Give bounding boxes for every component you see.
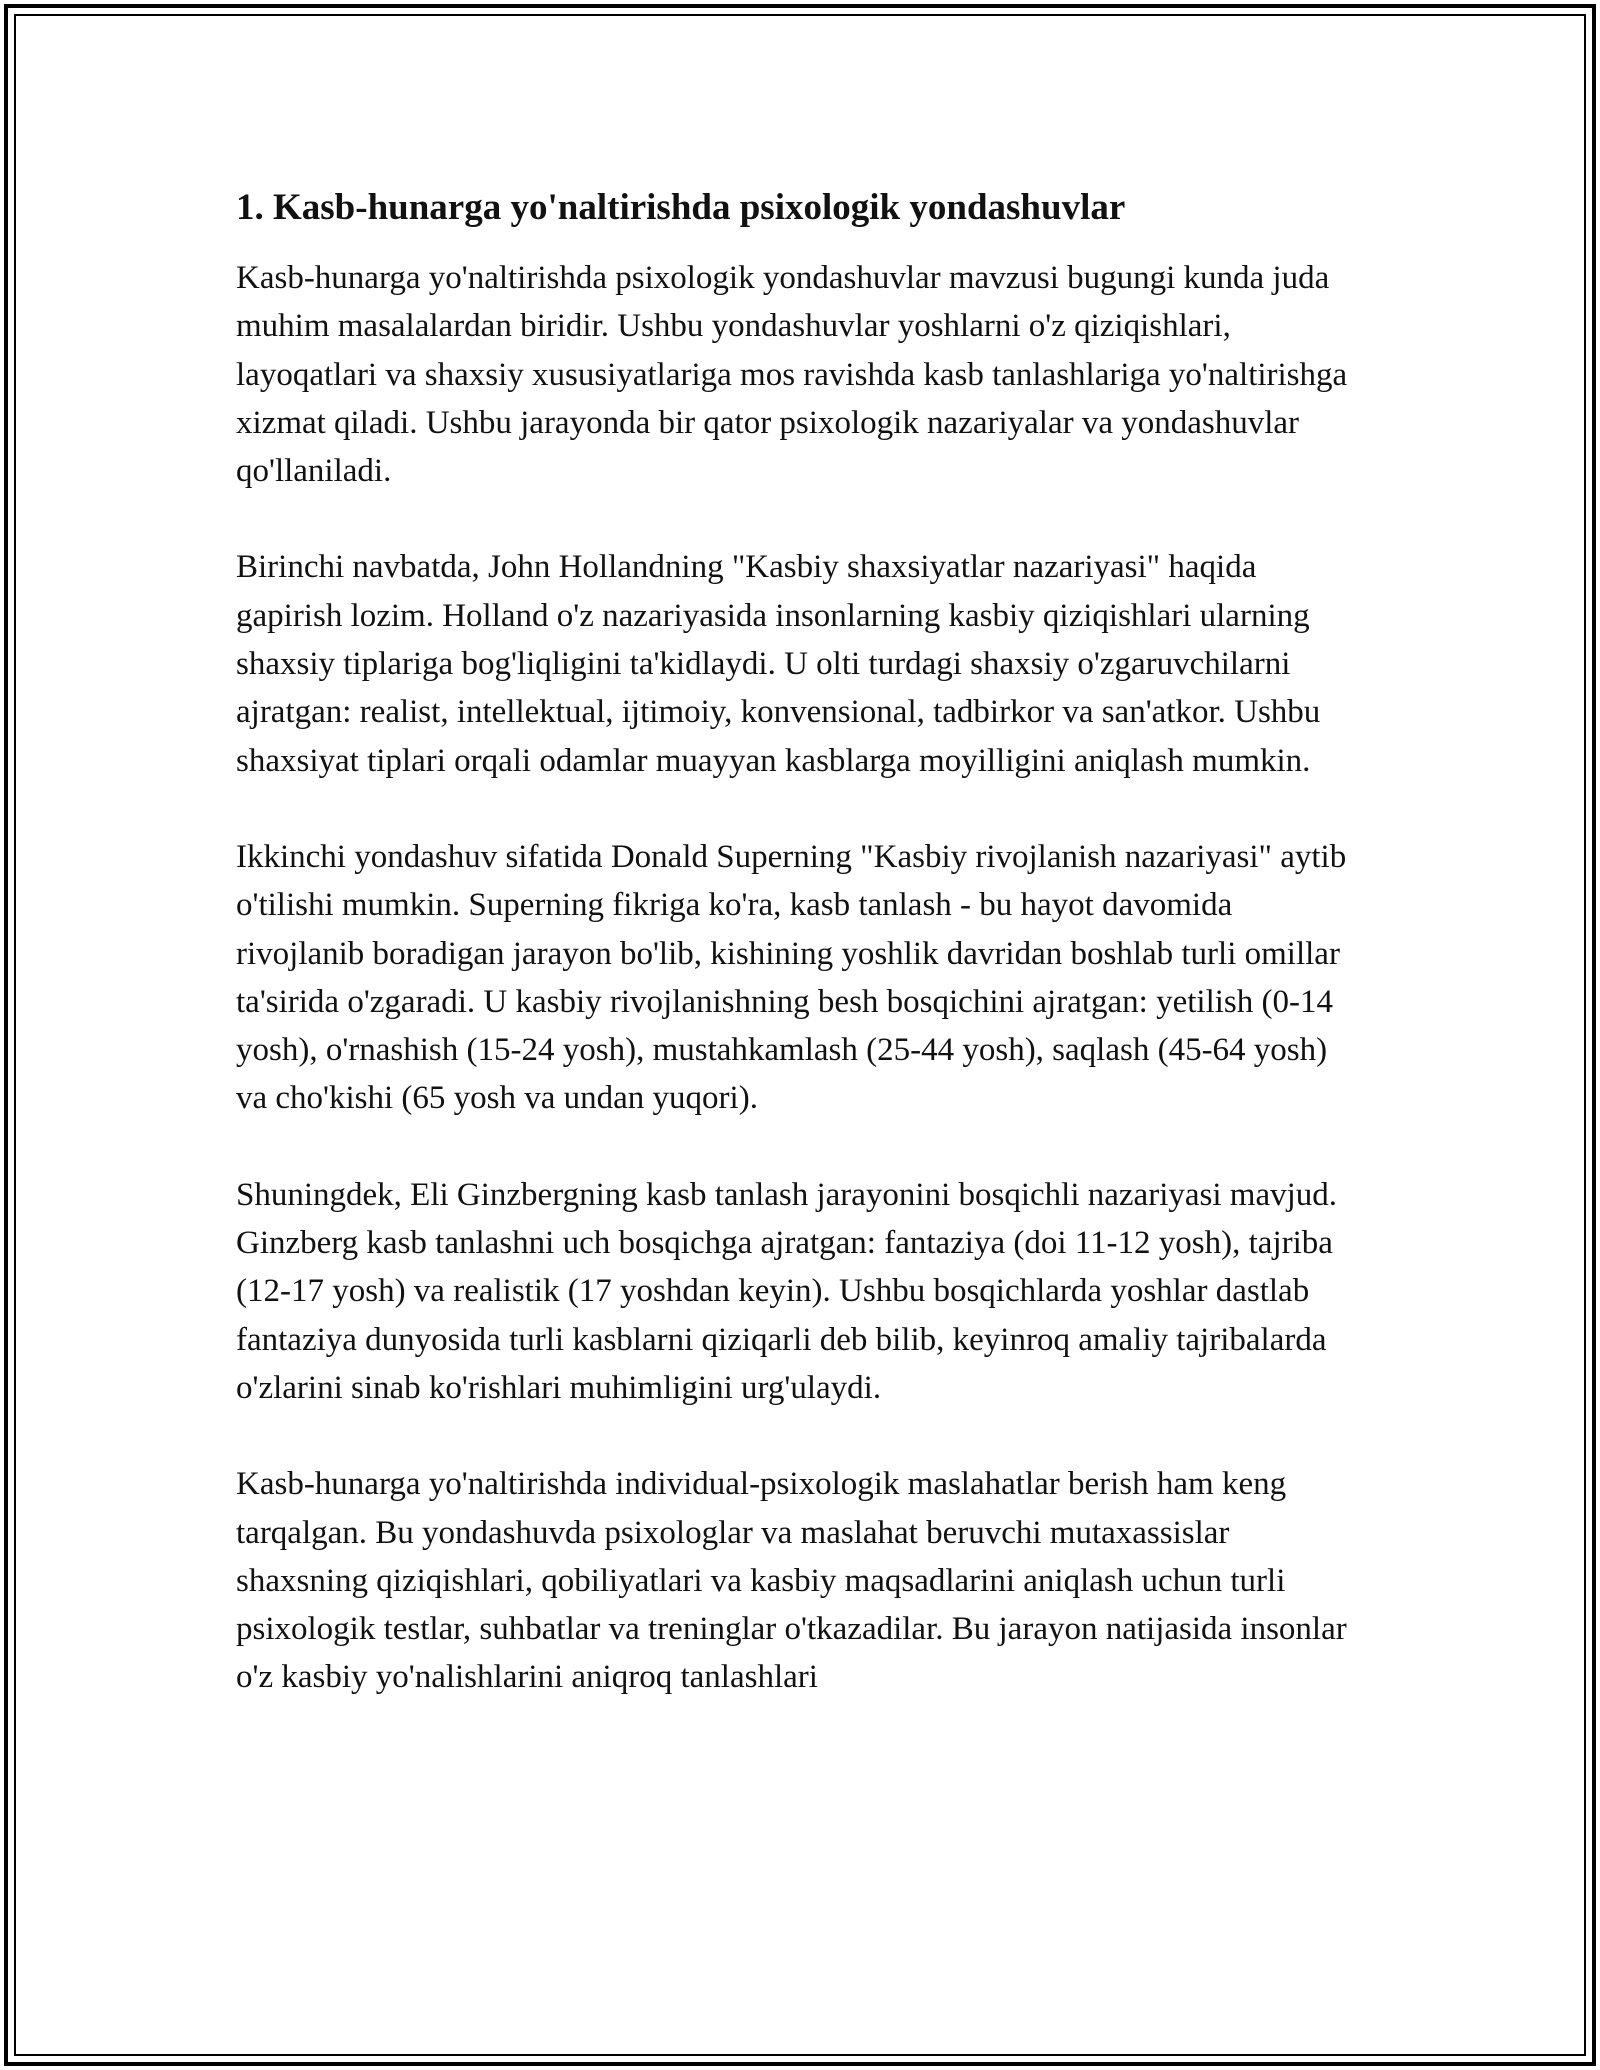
document-body	[236, 184, 1366, 1750]
paragraph-holland: Birinchi navbatda, John Hollandning "Kasbiy shaxsiyatlar nazariyasi" haqida gapirish lozim. Holland o'z nazariyasida insonlarning kasbiy qiziqishlari ularning shaxsiy tiplariga bog'liqligini ta'kidlaydi. U olti turdagi shaxsiy o'zgaruvchilarni ajratgan: realist, intellektual, ijtimoiy, konvensional, tadbirkor va san'atkor. Ushbu shaxsiyat tiplari orqali odamlar muayyan kasblarga moyilligini aniqlash mumkin.	[236, 549, 1321, 779]
paragraph-intro: Kasb-hunarga yo'naltirishda psixologik yondashuvlar mavzusi bugungi kunda juda muhim masalalardan biridir. Ushbu yondashuvlar yoshlarni o'z qiziqishlari, layoqatlari va shaxsiy xususiyatlariga mos ravishda kasb tanlashlariga yo'naltirishga xizmat qiladi. Ushbu jarayonda bir qator psixologik nazariyalar va yondashuvlar qo'llaniladi.	[236, 260, 1348, 490]
document-title: 1. Kasb-hunarga yo'naltirishda psixologik yondashuvlar	[236, 187, 1126, 228]
paragraph-individual-counseling: Kasb-hunarga yo'naltirishda individual-psixologik maslahatlar berish ham keng tarqalgan. Bu yondashuvda psixologlar va maslahat beruvchi mutaxassislar shaxsning qiziqishlari, qobiliyatlari va kasbiy maqsadlarini aniqlash uchun turli psixologik testlar, suhbatlar va treninglar o'tkazadilar. Bu jarayon natijasida insonlar o'z kasbiy yo'nalishlarini aniqroq tanlashlari	[236, 1466, 1347, 1696]
paragraph-super: Ikkinchi yondashuv sifatida Donald Superning "Kasbiy rivojlanish nazariyasi" aytib o'tilishi mumkin. Superning fikriga ko'ra, kasb tanlash - bu hayot davomida rivojlanib boradigan jarayon bo'lib, kishining yoshlik davridan boshlab turli omillar ta'sirida o'zgaradi. U kasbiy rivojlanishning besh bosqichini ajratgan: yetilish (0-14 yosh), o'rnashish (15-24 yosh), mustahkamlash (25-44 yosh), saqlash (45-64 yosh) va cho'kishi (65 yosh va undan yuqori).	[236, 838, 1347, 1117]
paragraph-ginzberg: Shuningdek, Eli Ginzbergning kasb tanlash jarayonini bosqichli nazariyasi mavjud. Ginzberg kasb tanlashni uch bosqichga ajratgan: fantaziya (doi 11-12 yosh), tajriba (12-17 yosh) va realistik (17 yoshdan keyin). Ushbu bosqichlarda yoshlar dastlab fantaziya dunyosida turli kasblarni qiziqarli deb bilib, keyinroq amaliy tajribalarda o'zlarini sinab ko'rishlari muhimligini urg'ulaydi.	[236, 1176, 1338, 1406]
